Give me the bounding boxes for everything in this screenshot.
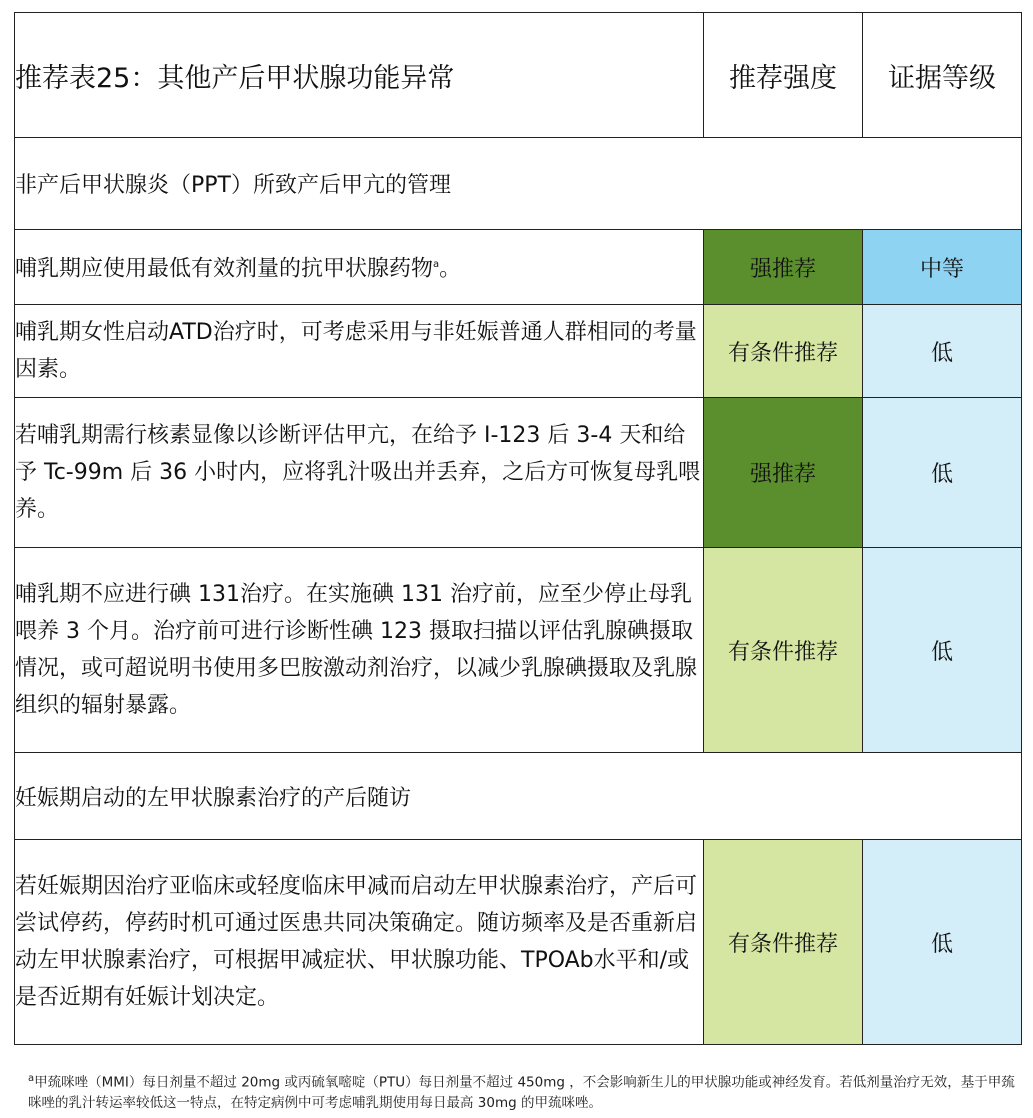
recommendation-text: 哺乳期不应进行碘 131治疗。在实施碘 131 治疗前，应至少停止母乳喂养 3 个月。治疗前可进行诊断性碘 123 摄取扫描以评估乳腺碘摄取情况，或可超说明书使用多巴胺激动剂治疗，以减少乳腺碘摄取及乳腺组织的辐射暴露。: [15, 548, 704, 753]
recommendation-text: 哺乳期应使用最低有效剂量的抗甲状腺药物$^a$。: [15, 230, 704, 305]
strength-cell: 强推荐: [704, 230, 863, 305]
recommendation-text: 若哺乳期需行核素显像以诊断评估甲亢，在给予 I-123 后 3-4 天和给予 Tc-99m 后 36 小时内，应将乳汁吸出并丢弃，之后方可恢复母乳喂养。: [15, 398, 704, 548]
section-heading-row: [15, 753, 1022, 840]
section-heading-row: [15, 138, 1022, 230]
section-heading: 妊娠期启动的左甲状腺素治疗的产后随访: [15, 753, 1022, 840]
evidence-cell: 低: [863, 305, 1022, 398]
recommendation-table: [14, 12, 1022, 1045]
section-heading: 非产后甲状腺炎（PPT）所致产后甲亢的管理: [15, 138, 1022, 230]
evidence-cell: 低: [863, 840, 1022, 1045]
footnote-marker: a: [433, 259, 440, 271]
evidence-cell: 低: [863, 548, 1022, 753]
header-row: [15, 13, 1022, 138]
footnote-marker: a: [28, 1073, 35, 1084]
evidence-header: 证据等级: [863, 13, 1022, 138]
strength-header: 推荐强度: [704, 13, 863, 138]
strength-cell: 有条件推荐: [704, 305, 863, 398]
table-row: [15, 840, 1022, 1045]
strength-cell: 有条件推荐: [704, 548, 863, 753]
footnote: [28, 1069, 1018, 1113]
table-row: [15, 398, 1022, 548]
evidence-cell: 中等: [863, 230, 1022, 305]
strength-cell: 有条件推荐: [704, 840, 863, 1045]
evidence-cell: 低: [863, 398, 1022, 548]
recommendation-text: 哺乳期女性启动ATD治疗时，可考虑采用与非妊娠普通人群相同的考量因素。: [15, 305, 704, 398]
strength-cell: 强推荐: [704, 398, 863, 548]
table-row: [15, 305, 1022, 398]
table-row: [15, 548, 1022, 753]
footnote-text: 甲巯咪唑（MMI）每日剂量不超过 20mg 或丙硫氧嘧啶（PTU）每日剂量不超过 450mg ，不会影响新生儿的甲状腺功能或神经发育。若低剂量治疗无效，基于甲巯咪唑的乳汁转运率较低这一特点，在特定病例中可考虑哺乳期使用每日最高 30mg 的甲巯咪唑。: [28, 1074, 1015, 1111]
recommendation-text: 若妊娠期因治疗亚临床或轻度临床甲减而启动左甲状腺素治疗，产后可尝试停药，停药时机可通过医患共同决策确定。随访频率及是否重新启动左甲状腺素治疗，可根据甲减症状、甲状腺功能、TPOAb水平和/或是否近期有妊娠计划决定。: [15, 840, 704, 1045]
table-row: [15, 230, 1022, 305]
table-title: 推荐表25：其他产后甲状腺功能异常: [15, 13, 704, 138]
